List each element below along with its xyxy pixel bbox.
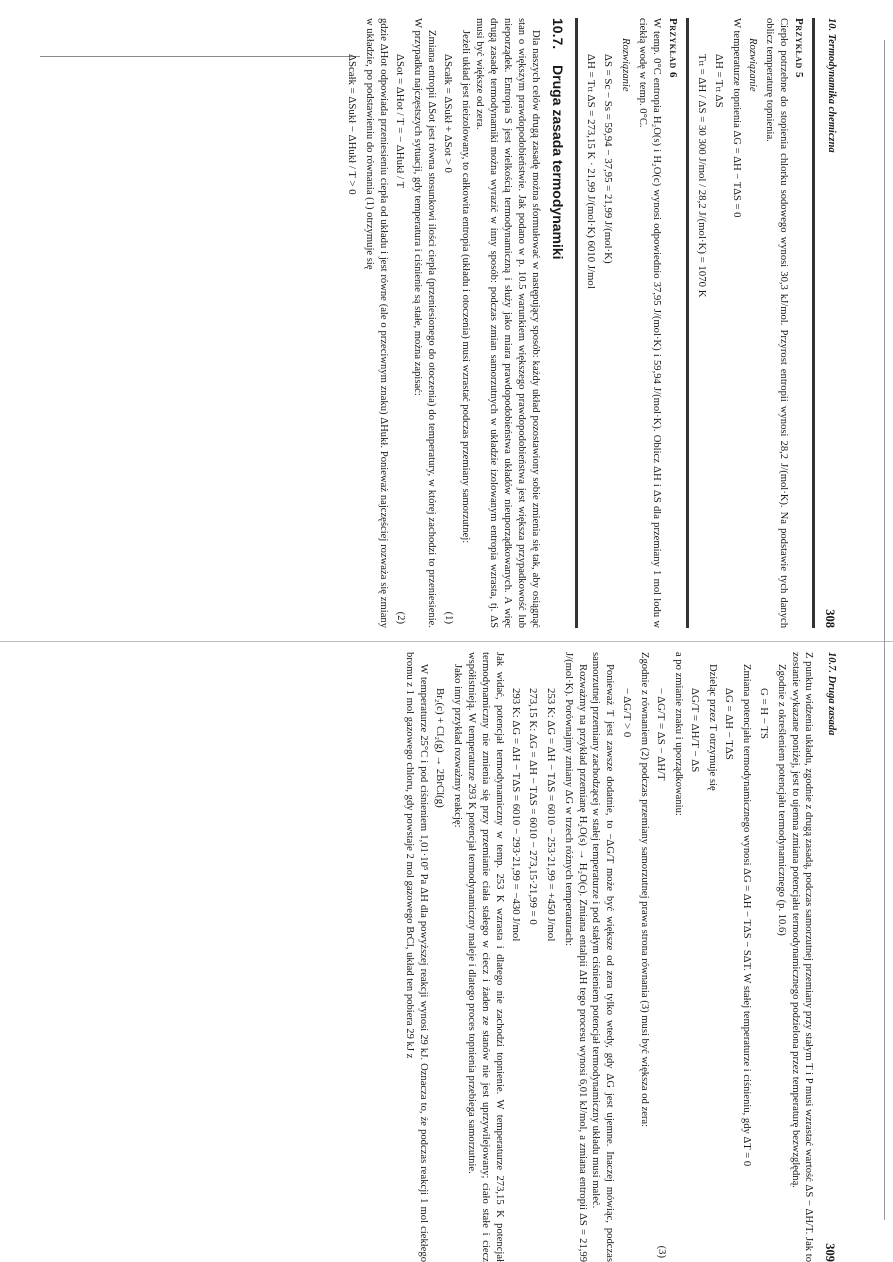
equation: − ΔG/T > 0 [620,688,633,738]
equation: Tₜₜ = ΔH / ΔS = 30 300 J/mol / 28,2 J/(mol·K) = 1070 K [695,54,708,298]
paragraph: W temperaturze 25°C i pod ciśnieniem 1,01·10⁵ Pa ΔH dla powyższej reakcji wynosi 29 kJ. Oznacza to, że podczas reakcji 1 mol ciekłego bromu z 1 mol gazowego chloru, gdy powstaje 2 mol gazowego BrCl, układ ten pobiera 29 kJ z [403,652,429,1262]
paragraph: Zgodnie z równaniem (2) podczas przemiany samorzutnej prawa strona równania (3) musi być większa od zera: [638,652,650,1128]
example-text: W temp. 0°C entropia H₂O(s) i H₂O(c) wynosi odpowiednio 37,95 J/(mol·K) i 59,94 J/(mol·K). Oblicz ΔH i ΔS dla przemiany 1 mol lodu w ciekłą wodę w temp. 0°C. [637,18,663,628]
scan-edge-right [884,40,885,1220]
equation-number: (2) [395,611,407,624]
page-number: 308 [823,609,837,628]
page-308 [346,18,838,628]
example-text: Ciepło potrzebne do stopienia chlorku sodowego wynosi 30,3 kJ/mol. Przyrost entropii wynosi 28,2 J/(mol·K). Na podstawie tych danych oblicz temperaturę topnienia. [764,18,789,628]
paragraph: Rozważmy na przykład przemianę H₂O(s) → H₂O(c). Zmiana entalpii ΔH tego procesu wynosi 6,01 kJ/mol, a zmiana entropii ΔS = 21,99 J/(mol·K). Porównajmy zmiany ΔG w trzech różnych temperaturach: [562,652,588,1262]
equation-row [393,18,407,628]
equation-number: (3) [655,1245,667,1258]
running-head [822,18,839,628]
paragraph: Dla naszych celów drugą zasadę można sformułować w następujący sposób: każdy układ pozostawiony sobie zmienia się tak, aby osiągnąć stan o większym prawdopodobieństwie. Jak podano w p. 10.5 warunkiem większego prawdopodobieństwa jest większa przypadkowość lub nieporządek. Entropia S jest wielkością termodynamiczną i służy jako miara prawdopodobieństwa układów nieuporządkowanych. A więc drugą zasadę termodynamiki można wyrazić w inny sposób: podczas zmian samorzutnych w układzie izolowanym entropia wzrasta, tj. ΔS musi być większe od zera. [474,18,542,628]
paragraph: Zgodnie z określeniem potencjału termodynamicznego (p. 10.6) [775,664,787,936]
temp-label: 293 K: [510,688,523,718]
paragraph: Ponieważ T jest zawsze dodatnie, to −ΔG/T może być większe od zera tylko wtedy, gdy ΔG jest ujemne. Inaczej mówiąc, podczas samorzutnej przemiany zachodzącej w stałej temperaturze i pod stałym ciśnieniem potencjał termodynamiczny układu musi maleć. [590,652,616,1262]
equation-number: (1) [443,611,455,624]
running-head-title: 10. Termodynamika chemiczna [826,18,837,153]
temp-expr: ΔG = ΔH − TΔS = 6010 − 273,15·21,99 = 0 [527,733,540,925]
equation: ΔH = Tₜₜ ΔS [713,54,726,108]
equation: ΔScałk = ΔSukł + ΔSot > 0 [442,54,455,173]
paragraph: Jeżeli układ jest nieizolowany, to całkowita entropia (układu i otoczenia) musi wzrastać podczas przemiany samorzutnej: [460,30,472,544]
section-title: Druga zasada termodynamiki [549,65,566,260]
paragraph: gdzie ΔHot odpowiada przeniesieniu ciepła od układu i jest równe (ale o przeciwnym znaku) ΔHukł. Ponieważ najczęściej rozważa się zmiany w układzie, po podstawieniu do równania (1) otrzymuje się [364,18,389,628]
paragraph: Jako inny przykład rozważmy reakcję: [451,664,463,828]
equation-row [654,652,668,1262]
equation: ΔG/T = ΔH/T − ΔS [689,688,702,773]
temp-label: 253 K: [544,688,557,718]
temperature-row [526,688,540,1262]
running-head-title: 10.7. Druga zasada [826,652,837,736]
running-head [822,652,839,1262]
solution-label: Rozwiązanie [620,38,632,92]
temp-expr: ΔG = ΔH − TΔS = 6010 − 253·21,99 = +450 J/mol [544,720,557,942]
page-309 [403,652,838,1262]
section-number: 10.7. [549,18,566,50]
temperature-row [543,688,557,1262]
equation: ΔSot = ΔHot / T = − ΔHukł / T [394,54,407,189]
temp-label: 273,15 K: [527,688,540,732]
equation: ΔH = Tₜₜ ΔS = 273,15 K · 21,99 J/(mol·K) 6010 J/mol [584,54,597,289]
equation: Br₂(c) + Cl₂(g) → 2BrCl(g) [433,688,446,808]
equation: ΔScałk = ΔSukł − ΔHukł / T > 0 [346,54,359,195]
equation: ΔG = ΔH − TΔS [723,688,736,760]
equation-row [441,18,455,628]
paragraph: Jak widać, potencjał termodynamiczny w temp. 253 K wzrasta i dlatego nie zachodzi topnienie. W temperaturze 273,15 K potencjał termodynamiczny nie zmienia się przy przemianie ciała stałego w ciecz i żaden ze stanów nie jest uprzywilejowany; ciało stałe i ciecz współistnieją. W temperaturze 293 K potencjał termodynamiczny maleje i dlatego proces topnienia przebiega samorzutnie. [465,652,505,1262]
example-heading: Przykład 5 [793,18,806,78]
solution-label: Rozwiązanie [747,38,759,92]
paragraph: Zmiana potencjału termodynamicznego wynosi ΔG = ΔH − TΔS − SΔT. W stałej temperaturze i ciśnieniu, gdy ΔT = 0 [741,664,753,1167]
divider [575,18,578,628]
equation: G = H − TS [757,688,770,739]
temp-expr: ΔG = ΔH − TΔS = 6010 − 293·21,99 = −430 J/mol [510,720,523,942]
temperature-row [509,688,523,1262]
paragraph: Zmiana entropii ΔSot jest równa stosunkowi ilości ciepła (przeniesionego do otoczenia) do temperatury, w której zachodzi to przeniesienie. W przypadku najczęstszych sytuacji, gdy temperatura i ciśnienie są stałe, można zapisać: [412,18,438,628]
scan-edge-fold [0,641,893,642]
paragraph: Dzieląc przez T otrzymuje się [707,664,719,791]
equation: ΔS = Sc − Ss = 59,94 − 37,95 = 21,99 J/(mol·K) [602,54,615,264]
paragraph: Z punktu widzenia układu, zgodnie z drugą zasadą, podczas samorzutnej przemiany przy stałym T i P musi wzrastać wartość ΔS − ΔH/T. Jak to zostanie wykazane poniżej, jest to ujemna zmiana potencjału termodynamicznego podzielona przez temperaturę bezwzględną. [789,652,815,1262]
divider [813,18,816,628]
page-number: 309 [823,1243,837,1262]
section-heading [548,18,566,628]
scan-edge-top [40,56,360,57]
example-text: W temperaturze topnienia ΔG = ΔH − TΔS = 0 [731,18,743,218]
equation: − ΔG/T = ΔS − ΔH/T [654,688,667,781]
paragraph: a po zmianie znaku i uporządkowaniu: [672,652,684,816]
divider [686,18,689,628]
example-heading: Przykład 6 [666,18,679,78]
